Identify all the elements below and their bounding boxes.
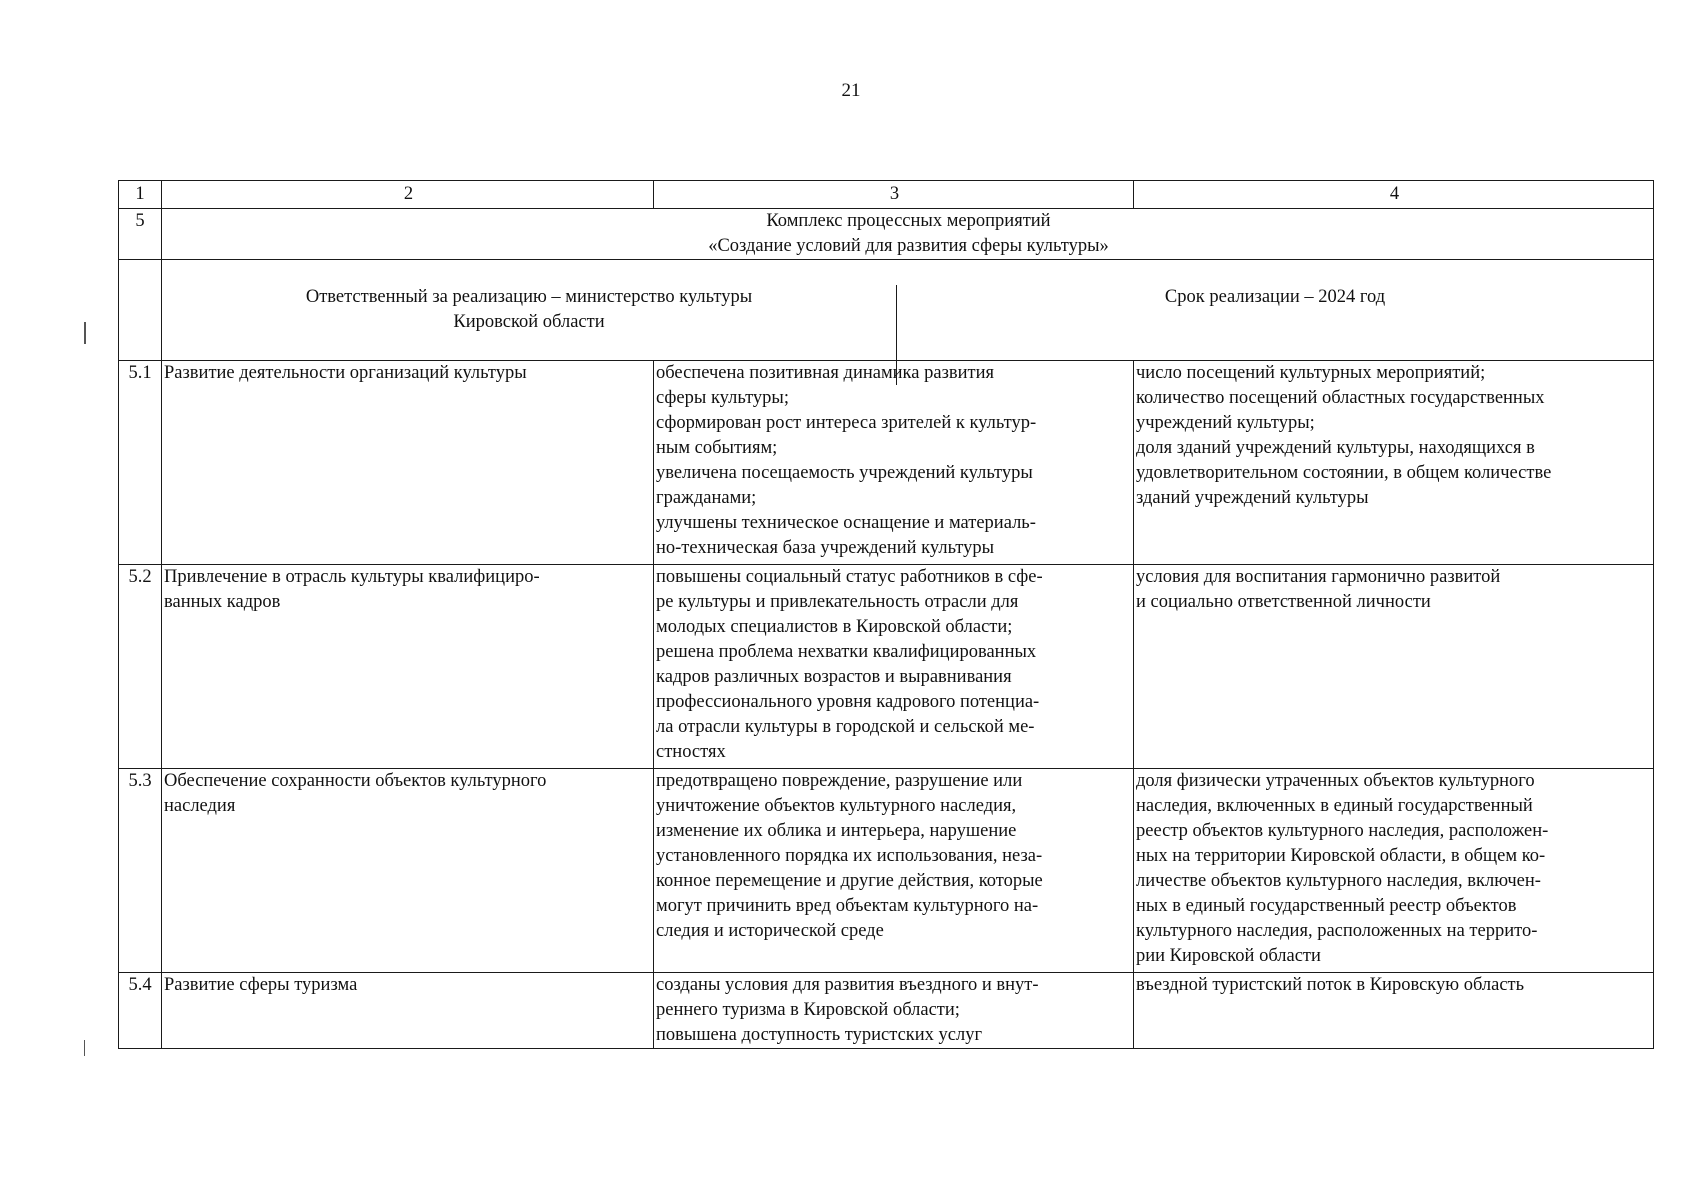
section-meta-row xyxy=(119,260,1654,361)
column-number-1: 1 xyxy=(119,181,162,209)
row-task: Обеспечение сохранности объектов культурного наследия xyxy=(162,769,654,973)
scan-margin-mark xyxy=(84,322,86,344)
scan-margin-mark xyxy=(84,1040,85,1056)
section-meta-empty xyxy=(119,260,162,361)
table-row xyxy=(119,769,1654,973)
row-indicators: число посещений культурных мероприятий; количество посещений областных государственных учреждений культуры; доля зданий учреждений культуры, находящихся в удовлетворительном состоянии, в общем количестве зданий учреждений культуры xyxy=(1134,361,1654,565)
column-numbers-row xyxy=(119,181,1654,209)
term-text: Срок реализации – 2024 год xyxy=(1164,287,1386,307)
row-results: созданы условия для развития въездного и внут- реннего туризма в Кировской области; повышена доступность туристских услуг xyxy=(654,973,1134,1049)
table-row xyxy=(119,973,1654,1049)
activities-table xyxy=(118,180,1654,1049)
row-task: Развитие сферы туризма xyxy=(162,973,654,1049)
row-results: обеспечена позитивная динамика развития сферы культуры; сформирован рост интереса зрителей к культур- ным событиям; увеличена посещаемость учреждений культуры гражданами; улучшены техническое оснащение и материаль- но-техническая база учреждений культуры xyxy=(654,361,1134,565)
responsible-text: Ответственный за реализацию – министерство культуры Кировской области xyxy=(162,285,897,385)
table-row xyxy=(119,565,1654,769)
table-row xyxy=(119,361,1654,565)
row-results: предотвращено повреждение, разрушение или уничтожение объектов культурного наследия, изменение их облика и интерьера, нарушение установленного порядка их использования, неза- конное перемещение и другие действия, которые могут причинить вред объектам культурного на- следия и исторической среде xyxy=(654,769,1134,973)
section-title: Комплекс процессных мероприятий «Создание условий для развития сферы культуры» xyxy=(162,209,1654,260)
row-id: 5.3 xyxy=(119,769,162,973)
row-task: Развитие деятельности организаций культуры xyxy=(162,361,654,565)
column-number-2: 2 xyxy=(162,181,654,209)
column-number-3: 3 xyxy=(654,181,1134,209)
section-number: 5 xyxy=(119,209,162,260)
row-task: Привлечение в отрасль культуры квалифициро- ванных кадров xyxy=(162,565,654,769)
row-id: 5.2 xyxy=(119,565,162,769)
row-id: 5.1 xyxy=(119,361,162,565)
row-indicators: условия для воспитания гармонично развитой и социально ответственной личности xyxy=(1134,565,1654,769)
row-indicators: доля физически утраченных объектов культурного наследия, включенных в единый государственный реестр объектов культурного наследия, расположен- ных на территории Кировской области, в общем ко- личестве объектов культурного наследия, включен- ных в единый государственный реестр объектов культурного наследия, расположенных на террито- рии Кировской области xyxy=(1134,769,1654,973)
page-number: 21 xyxy=(841,80,861,101)
row-indicators: въездной туристский поток в Кировскую область xyxy=(1134,973,1654,1049)
section-header-row xyxy=(119,209,1654,260)
section-meta-cell xyxy=(162,260,1654,361)
column-number-4: 4 xyxy=(1134,181,1654,209)
row-results: повышены социальный статус работников в сфе- ре культуры и привлекательность отрасли для молодых специалистов в Кировской области; решена проблема нехватки квалифицированных кадров различных возрастов и выравнивания профессионального уровня кадрового потенциа- ла отрасли культуры в городской и сельской ме- стностях xyxy=(654,565,1134,769)
row-id: 5.4 xyxy=(119,973,162,1049)
